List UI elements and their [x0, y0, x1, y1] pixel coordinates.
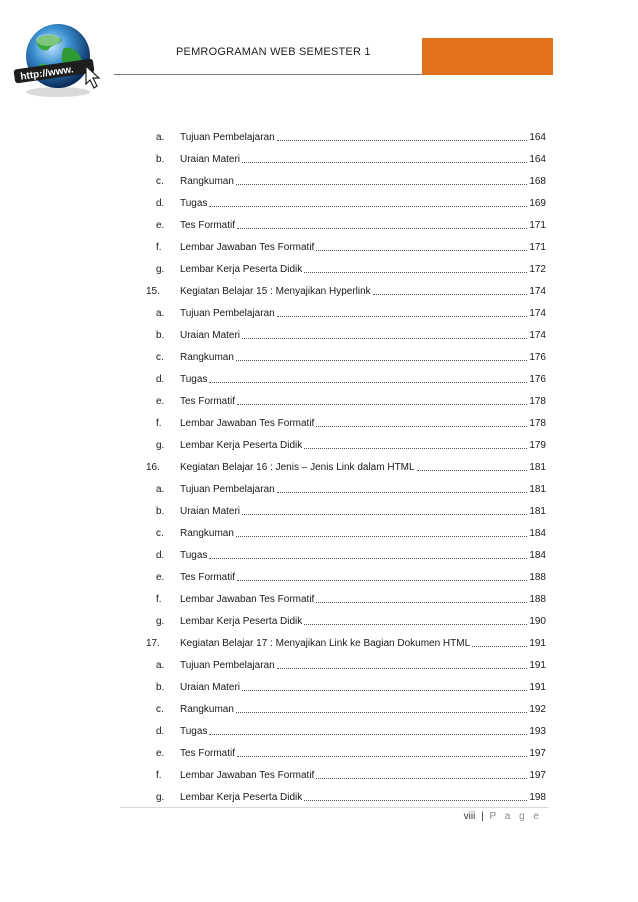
toc-entry-page: 171	[529, 220, 546, 231]
toc-entry-title: Tugas	[180, 374, 208, 385]
toc-dot-leader	[472, 645, 527, 647]
toc-dot-leader	[316, 601, 527, 603]
toc-entry-page: 169	[529, 198, 546, 209]
toc-dot-leader	[236, 535, 527, 537]
toc-entry-page: 176	[529, 374, 546, 385]
toc-entry-title: Lembar Jawaban Tes Formatif	[180, 770, 315, 781]
toc-entry[interactable]	[146, 214, 546, 236]
header-accent-block	[422, 38, 553, 75]
toc-entry-page: 164	[529, 154, 546, 165]
toc-entry[interactable]	[146, 544, 546, 566]
toc-dot-leader	[237, 403, 527, 405]
toc-dot-leader	[304, 447, 527, 449]
toc-entry-page: 171	[529, 242, 546, 253]
toc-entry-number: g.	[156, 264, 165, 275]
toc-entry-title: Rangkuman	[180, 528, 234, 539]
footer-separator: |	[481, 811, 484, 822]
toc-entry-page: 181	[529, 462, 546, 473]
toc-entry-page: 164	[529, 132, 546, 143]
toc-entry-page: 168	[529, 176, 546, 187]
toc-entry-number: a.	[156, 660, 165, 671]
toc-entry-page: 178	[529, 396, 546, 407]
toc-entry[interactable]	[146, 126, 546, 148]
toc-entry[interactable]	[146, 412, 546, 434]
toc-entry[interactable]	[146, 236, 546, 258]
toc-entry[interactable]	[146, 302, 546, 324]
toc-entry-number: e.	[156, 748, 165, 759]
toc-dot-leader	[277, 491, 528, 493]
toc-dot-leader	[304, 799, 527, 801]
toc-entry-number: c.	[156, 528, 164, 539]
toc-entry-page: 172	[529, 264, 546, 275]
page-label: P a g e	[489, 811, 542, 822]
toc-entry-title: Uraian Materi	[180, 682, 241, 693]
toc-entry[interactable]	[146, 280, 546, 302]
toc-entry[interactable]	[146, 390, 546, 412]
toc-entry-title: Lembar Jawaban Tes Formatif	[180, 418, 315, 429]
toc-entry[interactable]	[146, 456, 546, 478]
toc-entry-number: d.	[156, 550, 165, 561]
toc-dot-leader	[277, 139, 528, 141]
toc-entry-title: Tujuan Pembelajaran	[180, 484, 275, 495]
toc-entry-number: b.	[156, 154, 165, 165]
toc-entry-title: Tujuan Pembelajaran	[180, 308, 275, 319]
toc-entry-page: 191	[529, 660, 546, 671]
toc-entry[interactable]	[146, 368, 546, 390]
toc-dot-leader	[277, 315, 528, 317]
toc-entry-title: Kegiatan Belajar 16 : Jenis – Jenis Link dalam HTML	[180, 462, 415, 473]
toc-entry-number: g.	[156, 616, 165, 627]
toc-entry-number: c.	[156, 352, 164, 363]
toc-entry-page: 181	[529, 506, 546, 517]
toc-entry[interactable]	[146, 192, 546, 214]
toc-dot-leader	[236, 711, 527, 713]
toc-entry[interactable]	[146, 148, 546, 170]
page-number: viii	[463, 811, 476, 822]
toc-dot-leader	[316, 777, 527, 779]
document-header-title: PEMROGRAMAN WEB SEMESTER 1	[176, 46, 371, 58]
toc-dot-leader	[237, 755, 527, 757]
toc-entry-page: 174	[529, 286, 546, 297]
toc-entry-number: e.	[156, 396, 165, 407]
toc-entry-title: Uraian Materi	[180, 154, 241, 165]
toc-entry-page: 174	[529, 330, 546, 341]
toc-entry-number: c.	[156, 176, 164, 187]
toc-entry[interactable]	[146, 676, 546, 698]
toc-entry[interactable]	[146, 478, 546, 500]
toc-entry-number: a.	[156, 132, 165, 143]
toc-entry-title: Tes Formatif	[180, 748, 236, 759]
toc-entry-number: a.	[156, 308, 165, 319]
toc-entry[interactable]	[146, 632, 546, 654]
toc-entry-page: 197	[529, 770, 546, 781]
globe-logo-icon	[12, 18, 108, 98]
toc-entry-number: e.	[156, 220, 165, 231]
toc-dot-leader	[417, 469, 528, 471]
toc-dot-leader	[237, 227, 527, 229]
toc-entry[interactable]	[146, 698, 546, 720]
toc-entry[interactable]	[146, 500, 546, 522]
toc-entry-page: 198	[529, 792, 546, 803]
toc-entry[interactable]	[146, 786, 546, 808]
toc-entry-page: 174	[529, 308, 546, 319]
toc-entry-page: 193	[529, 726, 546, 737]
header-divider	[114, 74, 422, 75]
toc-dot-leader	[237, 579, 527, 581]
toc-entry-title: Lembar Jawaban Tes Formatif	[180, 594, 315, 605]
toc-entry-page: 176	[529, 352, 546, 363]
toc-entry[interactable]	[146, 720, 546, 742]
toc-entry-title: Lembar Jawaban Tes Formatif	[180, 242, 315, 253]
toc-entry-page: 178	[529, 418, 546, 429]
toc-entry-title: Lembar Kerja Peserta Didik	[180, 616, 303, 627]
toc-entry-title: Rangkuman	[180, 352, 234, 363]
toc-entry-title: Lembar Kerja Peserta Didik	[180, 792, 303, 803]
toc-entry-page: 192	[529, 704, 546, 715]
toc-dot-leader	[304, 271, 527, 273]
toc-entry-number: a.	[156, 484, 165, 495]
toc-entry-title: Tugas	[180, 198, 208, 209]
toc-entry-number: e.	[156, 572, 165, 583]
toc-entry-number: f.	[156, 242, 162, 253]
toc-entry[interactable]	[146, 610, 546, 632]
toc-entry-page: 191	[529, 638, 546, 649]
toc-entry-title: Tujuan Pembelajaran	[180, 660, 275, 671]
toc-entry-title: Lembar Kerja Peserta Didik	[180, 440, 303, 451]
toc-entry-number: f.	[156, 594, 162, 605]
toc-entry-title: Tugas	[180, 726, 208, 737]
toc-entry-page: 191	[529, 682, 546, 693]
toc-dot-leader	[242, 337, 527, 339]
toc-dot-leader	[209, 381, 527, 383]
toc-entry-number: b.	[156, 682, 165, 693]
toc-entry[interactable]	[146, 522, 546, 544]
footer-divider	[120, 807, 548, 808]
toc-dot-leader	[304, 623, 527, 625]
toc-entry-number: f.	[156, 770, 162, 781]
toc-entry-page: 181	[529, 484, 546, 495]
toc-entry[interactable]	[146, 566, 546, 588]
toc-entry-number: 17.	[146, 638, 160, 649]
toc-dot-leader	[242, 689, 527, 691]
toc-entry[interactable]	[146, 170, 546, 192]
toc-dot-leader	[209, 205, 527, 207]
toc-entry[interactable]	[146, 324, 546, 346]
toc-entry-number: 16.	[146, 462, 160, 473]
toc-dot-leader	[373, 293, 528, 295]
toc-entry-title: Tugas	[180, 550, 208, 561]
toc-entry-title: Uraian Materi	[180, 330, 241, 341]
toc-entry-number: d.	[156, 374, 165, 385]
toc-dot-leader	[316, 425, 527, 427]
toc-entry-title: Kegiatan Belajar 15 : Menyajikan Hyperlink	[180, 286, 371, 297]
toc-entry[interactable]	[146, 434, 546, 456]
toc-entry-page: 190	[529, 616, 546, 627]
toc-entry-number: b.	[156, 330, 165, 341]
toc-entry-page: 188	[529, 572, 546, 583]
toc-entry-number: c.	[156, 704, 164, 715]
toc-entry-page: 197	[529, 748, 546, 759]
table-of-contents	[146, 126, 546, 808]
toc-entry-title: Lembar Kerja Peserta Didik	[180, 264, 303, 275]
toc-entry-page: 184	[529, 528, 546, 539]
toc-entry[interactable]	[146, 346, 546, 368]
toc-dot-leader	[242, 161, 527, 163]
toc-dot-leader	[316, 249, 527, 251]
toc-entry-title: Rangkuman	[180, 704, 234, 715]
toc-dot-leader	[236, 183, 527, 185]
toc-entry-page: 184	[529, 550, 546, 561]
toc-dot-leader	[209, 733, 527, 735]
toc-entry-title: Tujuan Pembelajaran	[180, 132, 275, 143]
toc-entry-number: 15.	[146, 286, 160, 297]
toc-entry[interactable]	[146, 654, 546, 676]
toc-entry[interactable]	[146, 258, 546, 280]
toc-entry[interactable]	[146, 588, 546, 610]
toc-dot-leader	[277, 667, 528, 669]
toc-entry-number: f.	[156, 418, 162, 429]
toc-entry-number: d.	[156, 198, 165, 209]
toc-entry-page: 188	[529, 594, 546, 605]
toc-entry-title: Kegiatan Belajar 17 : Menyajikan Link ke Bagian Dokumen HTML	[180, 638, 471, 649]
toc-dot-leader	[242, 513, 527, 515]
toc-entry-number: g.	[156, 792, 165, 803]
toc-entry[interactable]	[146, 742, 546, 764]
toc-entry-page: 179	[529, 440, 546, 451]
toc-entry[interactable]	[146, 764, 546, 786]
toc-entry-title: Rangkuman	[180, 176, 234, 187]
toc-entry-number: d.	[156, 726, 165, 737]
toc-dot-leader	[209, 557, 527, 559]
toc-entry-title: Tes Formatif	[180, 572, 236, 583]
toc-entry-number: g.	[156, 440, 165, 451]
toc-entry-title: Uraian Materi	[180, 506, 241, 517]
toc-entry-number: b.	[156, 506, 165, 517]
page-footer	[464, 811, 542, 822]
toc-dot-leader	[236, 359, 527, 361]
toc-entry-title: Tes Formatif	[180, 396, 236, 407]
toc-entry-title: Tes Formatif	[180, 220, 236, 231]
logo-text: http://www.	[19, 64, 75, 83]
